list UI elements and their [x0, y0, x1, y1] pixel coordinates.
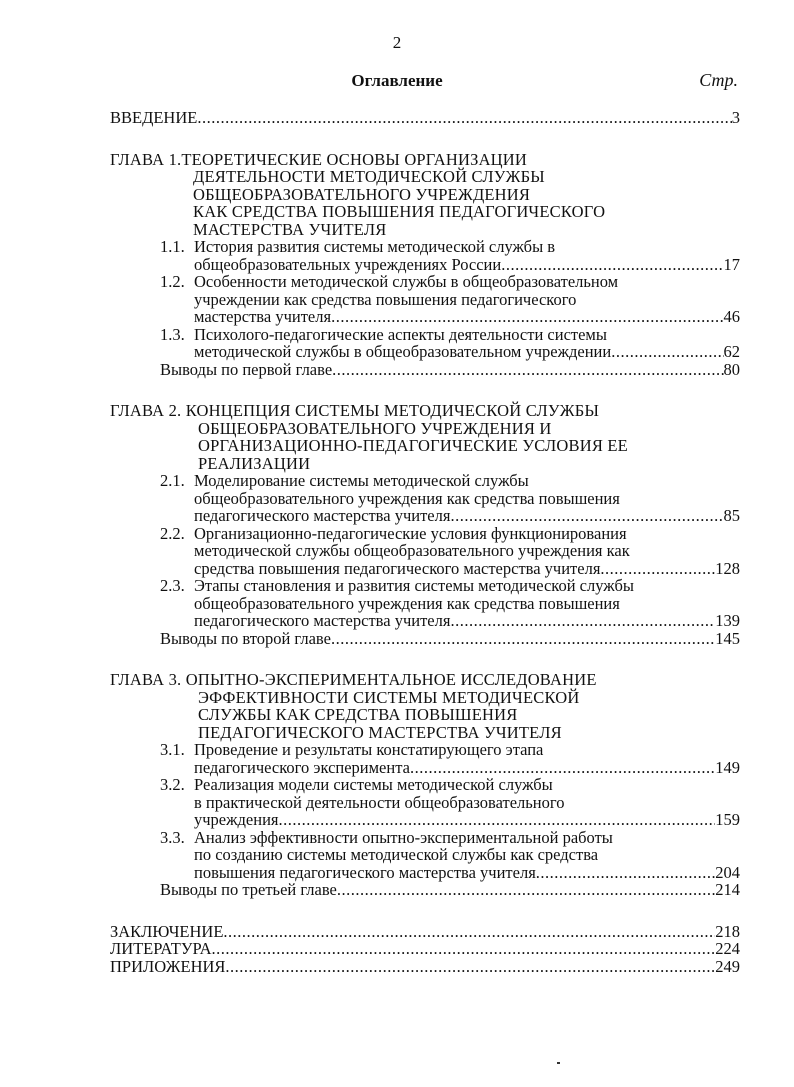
dot-leader — [331, 630, 715, 648]
section-2-1 — [110, 472, 740, 525]
section-title-line: по созданию системы методической службы как средства — [194, 845, 599, 864]
toc-entry-title: общеобразовательных учреждениях России — [194, 254, 502, 274]
section-title-last-line — [194, 560, 740, 578]
toc-entry-page: 128 — [715, 558, 740, 578]
toc-entry-title: учреждения — [194, 810, 279, 829]
section-3-2 — [110, 776, 740, 829]
toc-entry-title: ВВЕДЕНИЕ — [110, 108, 198, 127]
toc-entry-page: 204 — [715, 862, 740, 882]
section-title — [194, 829, 740, 882]
section-number: 3.2. — [160, 775, 185, 794]
section-2-3 — [110, 577, 740, 630]
chapter-conclusion — [110, 361, 740, 379]
section-title-last-line — [194, 612, 740, 630]
section-title — [194, 741, 740, 776]
dot-leader — [197, 109, 731, 127]
dot-leader — [337, 881, 715, 899]
section-2-2 — [110, 525, 740, 578]
chapter-3 — [110, 671, 740, 899]
chapter-title-line: ГЛАВА 1.ТЕОРЕТИЧЕСКИЕ ОСНОВЫ ОРГАНИЗАЦИИ — [110, 149, 528, 169]
chapter-title-line: КАК СРЕДСТВА ПОВЫШЕНИЯ ПЕДАГОГИЧЕСКОГО — [193, 202, 606, 221]
section-title-last-line — [194, 864, 740, 882]
conclusion-line — [160, 361, 740, 379]
section-title-line: История развития системы методической службы в — [194, 237, 556, 256]
section-title-last-line — [194, 343, 740, 361]
chapter-title-line: ОБЩЕОБРАЗОВАТЕЛЬНОГО УЧРЕЖДЕНИЯ И — [198, 418, 552, 438]
section-3-3 — [110, 829, 740, 882]
toc-entry-title: Выводы по второй главе — [160, 628, 331, 648]
toc-entry-title: повышения педагогического мастерства учителя — [194, 862, 536, 882]
toc-entry-page: 159 — [715, 810, 740, 829]
toc-entry-title: Выводы по первой главе — [160, 359, 333, 379]
section-title — [194, 273, 740, 326]
section-title-line: общеобразовательного учреждения как средства повышения — [194, 488, 620, 508]
toc-entry-title: мастерства учителя — [194, 307, 332, 326]
section-title-line: Особенности методической службы в общеобразовательном — [194, 272, 619, 291]
toc-entry-title: методической службы в общеобразовательном учреждении — [194, 342, 612, 361]
chapter-title-line: ЭФФЕКТИВНОСТИ СИСТЕМЫ МЕТОДИЧЕСКОЙ — [198, 687, 580, 707]
toc-entry-page: 214 — [715, 880, 740, 899]
dot-leader — [331, 308, 723, 326]
section-title-line: Организационно-педагогические условия функционирования — [194, 523, 627, 543]
section-number: 2.3. — [160, 576, 185, 595]
toc-entry-page: 224 — [715, 939, 740, 958]
section-3-1 — [110, 741, 740, 776]
section-title-line: в практической деятельности общеобразовательного — [194, 792, 565, 812]
dot-leader — [212, 940, 716, 958]
dot-leader — [332, 361, 723, 379]
section-title-last-line — [194, 507, 740, 525]
toc-entry-title: педагогического эксперимента — [194, 757, 410, 777]
toc-entry-page: 80 — [723, 359, 740, 379]
section-title — [194, 776, 740, 829]
section-title-last-line — [194, 759, 740, 777]
section-title — [194, 238, 740, 273]
toc-entry-end-2 — [110, 940, 740, 958]
chapter-title-line: ОРГАНИЗАЦИОННО-ПЕДАГОГИЧЕСКИЕ УСЛОВИЯ ЕЕ — [198, 436, 628, 455]
dot-leader — [279, 811, 716, 829]
chapter-title-line: ГЛАВА 3. ОПЫТНО-ЭКСПЕРИМЕНТАЛЬНОЕ ИССЛЕДОВАНИЕ — [110, 670, 597, 689]
dot-leader — [536, 864, 715, 882]
toc-heading: Оглавление — [351, 71, 443, 90]
toc-entry-page: 145 — [715, 628, 740, 648]
toc-entry-end-3 — [110, 958, 740, 976]
section-1-2 — [110, 273, 740, 326]
toc-entry-title: педагогического мастерства учителя — [194, 611, 451, 630]
chapter-title-line: СЛУЖБЫ КАК СРЕДСТВА ПОВЫШЕНИЯ — [198, 705, 518, 724]
conclusion-line — [160, 881, 740, 899]
chapter-conclusion — [110, 881, 740, 899]
chapter-1 — [110, 151, 740, 379]
section-number: 3.1. — [160, 740, 185, 759]
section-1-3 — [110, 326, 740, 361]
toc-entry-title: педагогического мастерства учителя — [194, 506, 451, 525]
dot-leader — [410, 759, 715, 777]
toc-entry-page: 139 — [715, 611, 740, 630]
section-title — [194, 472, 740, 525]
section-title — [194, 326, 740, 361]
section-title-line: учреждении как средства повышения педагогического — [194, 289, 577, 309]
chapter-title-line: ОБЩЕОБРАЗОВАТЕЛЬНОГО УЧРЕЖДЕНИЯ — [193, 184, 531, 204]
section-title-line: Анализ эффективности опытно-экспериментальной работы — [194, 827, 613, 847]
chapter-2 — [110, 402, 740, 647]
toc-entry-title: ЗАКЛЮЧЕНИЕ — [110, 921, 224, 941]
toc-entry-title: Выводы по третьей главе — [160, 880, 337, 899]
end-items-container — [110, 923, 740, 976]
page-column-label: Стр. — [699, 70, 738, 90]
section-title-line: Психолого-педагогические аспекты деятельности системы — [194, 324, 607, 344]
chapter-title-line: ГЛАВА 2. КОНЦЕПЦИЯ СИСТЕМЫ МЕТОДИЧЕСКОЙ СЛУЖБЫ — [110, 401, 600, 420]
section-title-line: Реализация модели системы методической службы — [194, 775, 553, 794]
toc-entry-page: 85 — [723, 506, 740, 525]
chapters-container — [110, 151, 740, 899]
section-title — [194, 577, 740, 630]
section-title-line: Этапы становления и развития системы методической службы — [194, 576, 634, 595]
table-of-contents — [110, 109, 740, 975]
chapter-title-line: МАСТЕРСТВА УЧИТЕЛЯ — [193, 219, 387, 239]
section-title-last-line — [194, 811, 740, 829]
dot-leader — [225, 958, 715, 976]
dot-leader — [223, 923, 715, 941]
dot-leader — [600, 560, 715, 578]
toc-entry-page: 17 — [723, 254, 740, 274]
section-title-last-line — [194, 308, 740, 326]
dot-leader — [450, 612, 715, 630]
scan-speck — [557, 1062, 560, 1064]
section-title-line: Проведение и результаты констатирующего этапа — [194, 740, 544, 759]
toc-entry-page: 46 — [723, 307, 740, 326]
section-number: 1.1. — [160, 237, 185, 256]
toc-entry-title: ЛИТЕРАТУРА — [110, 939, 212, 958]
section-number: 1.3. — [160, 324, 185, 344]
section-title-line: Моделирование системы методической службы — [194, 471, 529, 490]
toc-entry-title: средства повышения педагогического мастерства учителя — [194, 558, 601, 578]
toc-entry-page: 218 — [715, 921, 740, 941]
section-title-last-line — [194, 256, 740, 274]
page-number: 2 — [392, 33, 402, 52]
dot-leader — [611, 343, 723, 361]
toc-entry-page: 3 — [731, 108, 740, 127]
toc-entry-title: ПРИЛОЖЕНИЯ — [110, 956, 226, 976]
dot-leader — [450, 507, 723, 525]
dot-leader — [501, 256, 723, 274]
toc-entry-page: 249 — [715, 956, 740, 976]
toc-entry-page: 62 — [723, 342, 740, 361]
section-1-1 — [110, 238, 740, 273]
section-number: 3.3. — [160, 827, 185, 847]
section-title-line: общеобразовательного учреждения как средства повышения — [194, 593, 620, 613]
section-number: 2.2. — [160, 523, 185, 543]
toc-entry-end-1 — [110, 923, 740, 941]
toc-entry-intro — [110, 109, 740, 127]
section-number: 1.2. — [160, 272, 185, 291]
section-title — [194, 525, 740, 578]
chapter-title-line: ПЕДАГОГИЧЕСКОГО МАСТЕРСТВА УЧИТЕЛЯ — [198, 722, 562, 742]
section-title-line: методической службы общеобразовательного учреждения как — [194, 541, 630, 560]
chapter-conclusion — [110, 630, 740, 648]
toc-entry-page: 149 — [715, 757, 740, 777]
chapter-title-line: РЕАЛИЗАЦИИ — [198, 453, 311, 473]
conclusion-line — [160, 630, 740, 648]
chapter-title-line: ДЕЯТЕЛЬНОСТИ МЕТОДИЧЕСКОЙ СЛУЖБЫ — [193, 167, 545, 186]
section-number: 2.1. — [160, 471, 185, 490]
